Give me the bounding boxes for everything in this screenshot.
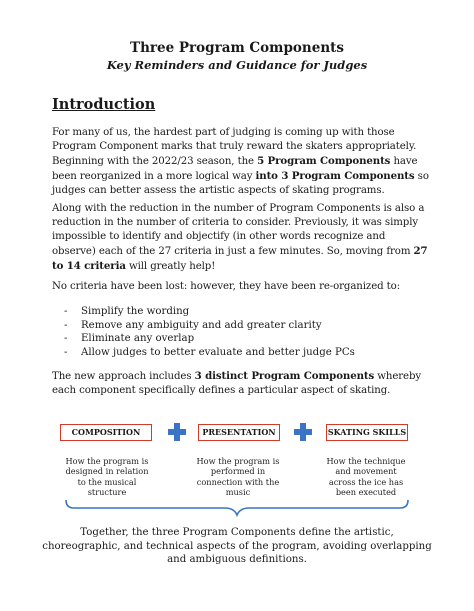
list-item: - Simplify the wording xyxy=(64,305,355,319)
document-title: Three Program Components xyxy=(130,40,344,56)
paragraph-text: will greatly help! xyxy=(125,261,216,273)
paragraph-text: have been reorganized in a more logical way xyxy=(52,156,418,183)
paragraph-text: Along with the reduction in the number of Program Components is also a reduction in the number of criteria to consider. Previously, it was simply impossible to identify and objectify (in other words recognize and observe) each of the 27 criteria in just a few minutes. So, moving from xyxy=(52,203,425,258)
list-item: - Eliminate any overlap xyxy=(64,332,355,346)
conclusion-text: Together, the three Program Components define the artistic, choreographic, and technical aspects of the program, avoiding overlapping and ambiguous definitions. xyxy=(42,527,432,565)
paragraph-text: so judges can better assess the artistic aspects of skating programs. xyxy=(52,171,429,197)
paragraph-reorganized: No criteria have been lost: however, they have been re-organized to: xyxy=(52,281,401,292)
paragraph-bold: into 3 Program Components xyxy=(255,170,415,183)
section-heading: Introduction xyxy=(52,96,156,113)
component-box-skating-skills: SKATING SKILLS xyxy=(326,424,408,441)
paragraph-text: The new approach includes xyxy=(52,371,195,382)
paragraph-bold: 5 Program Components xyxy=(257,155,391,168)
component-desc-skating-skills: How the technique and movement across the ice has been executed xyxy=(326,456,406,497)
component-desc-presentation: How the program is performed in connection with the music xyxy=(196,456,280,497)
paragraph-text: whereby each component specifically defines a particular aspect of skating. xyxy=(52,371,422,397)
list-item: - Remove any ambiguity and add greater clarity xyxy=(64,319,355,333)
document-subtitle: Key Reminders and Guidance for Judges xyxy=(106,58,368,72)
list-item: - Allow judges to better evaluate and better judge PCs xyxy=(64,346,355,360)
paragraph-bold: 3 distinct Program Components xyxy=(194,370,375,382)
paragraph-bold: 27 to 14 criteria xyxy=(52,245,428,273)
component-box-composition: COMPOSITION xyxy=(60,424,152,441)
component-box-presentation: PRESENTATION xyxy=(198,424,280,441)
paragraph-text: For many of us, the hardest part of judging is coming up with those Program Component marks that truly reward the skaters appropriately. Beginning with the 2022/23 season, the xyxy=(52,127,417,168)
component-desc-composition: How the program is designed in relation to the musical structure xyxy=(65,456,149,497)
